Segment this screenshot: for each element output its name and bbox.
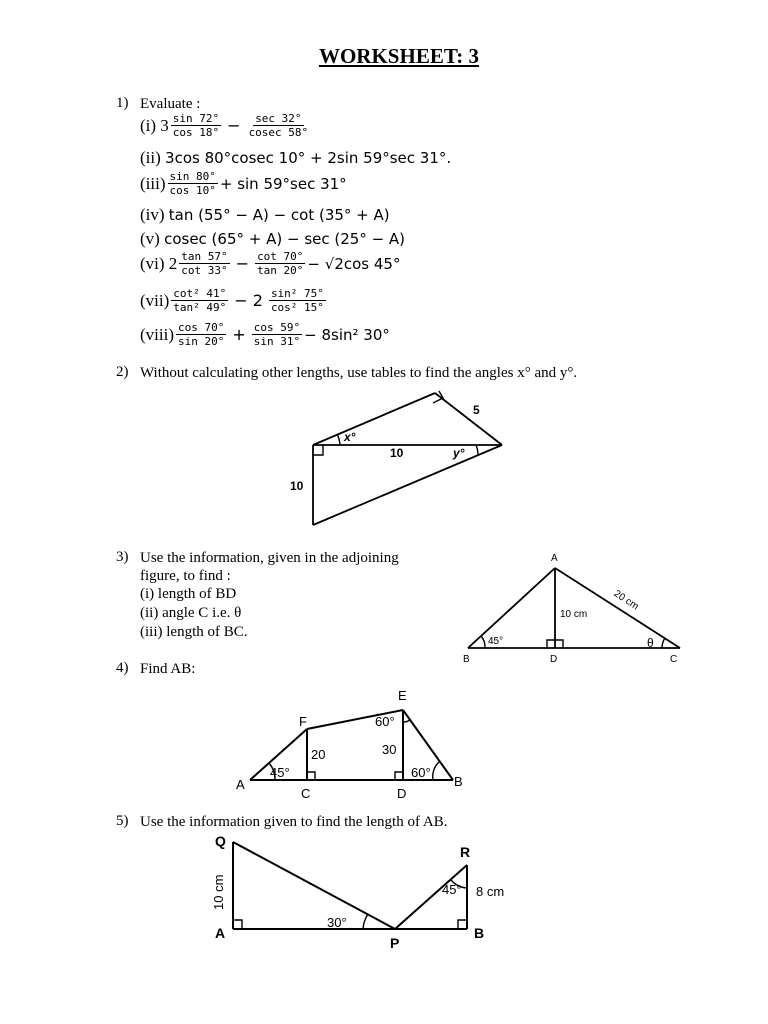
q5-figure bbox=[205, 832, 525, 957]
label-height: 10 cm bbox=[560, 609, 588, 620]
item-label: (vii) bbox=[140, 290, 170, 310]
label-C: C bbox=[670, 654, 678, 665]
label-QA: 10 cm bbox=[211, 874, 226, 910]
q1-item-iii bbox=[140, 170, 347, 197]
label-B: B bbox=[463, 654, 470, 665]
expression: − 8sin² 30° bbox=[304, 325, 390, 344]
q4-text: Find AB: bbox=[140, 661, 196, 677]
label-angle-A: 45° bbox=[270, 765, 290, 780]
label-F: F bbox=[299, 714, 307, 729]
q3-line-5: (iii) length of BC. bbox=[140, 624, 248, 640]
label-angle-B: 60° bbox=[411, 765, 431, 780]
q3-number: 3) bbox=[116, 549, 129, 565]
fraction bbox=[171, 287, 228, 314]
label-angle-B: 45° bbox=[488, 636, 504, 647]
label-ten-left: 10 bbox=[290, 479, 304, 493]
fraction bbox=[247, 112, 311, 139]
operator: + bbox=[232, 325, 246, 344]
label-P: P bbox=[390, 935, 400, 951]
label-theta: θ bbox=[647, 636, 654, 650]
numerator: cot 70° bbox=[257, 250, 304, 263]
expression: − √2cos 45° bbox=[307, 254, 401, 273]
q1-item-v bbox=[140, 229, 405, 249]
fraction bbox=[176, 321, 226, 348]
label-x: x° bbox=[344, 430, 356, 444]
numerator: tan 57° bbox=[181, 250, 228, 263]
q2-figure bbox=[280, 385, 520, 530]
fraction bbox=[269, 287, 326, 314]
numerator: cos 59° bbox=[253, 321, 301, 334]
label-y: y° bbox=[453, 446, 465, 460]
numerator: cot² 41° bbox=[173, 287, 227, 300]
q1-item-iv bbox=[140, 205, 390, 225]
numerator: sin² 75° bbox=[270, 287, 324, 300]
item-label: (iii) bbox=[140, 173, 166, 193]
q3-line-4: (ii) angle C i.e. θ bbox=[140, 605, 242, 621]
label-h1: 20 bbox=[311, 747, 326, 762]
item-label: (vi) 2 bbox=[140, 253, 178, 273]
fraction bbox=[252, 321, 302, 348]
denominator: cosec 58° bbox=[248, 126, 309, 139]
denominator: sin 20° bbox=[178, 335, 225, 348]
operator: − bbox=[227, 116, 241, 135]
label-B: B bbox=[474, 925, 485, 941]
fraction bbox=[255, 250, 305, 277]
expression: 3cos 80°cosec 10° + 2sin 59°sec 31°. bbox=[165, 149, 452, 167]
label-A: A bbox=[215, 925, 226, 941]
item-label: (ii) bbox=[140, 148, 161, 167]
q1-text: Evaluate : bbox=[140, 96, 201, 112]
q1-item-vii bbox=[140, 287, 328, 314]
label-five: 5 bbox=[473, 403, 480, 417]
page-title: WORKSHEET: 3 bbox=[318, 44, 480, 68]
denominator: tan 20° bbox=[257, 264, 304, 277]
fraction bbox=[179, 250, 229, 277]
q5-text: Use the information given to find the length of AB. bbox=[140, 814, 448, 830]
label-A: A bbox=[551, 553, 558, 564]
expression: cosec (65° + A) − sec (25° − A) bbox=[164, 230, 406, 248]
q4-figure bbox=[225, 682, 485, 802]
label-D: D bbox=[550, 654, 558, 665]
label-hypotenuse: 20 cm bbox=[611, 588, 641, 613]
q2-text: Without calculating other lengths, use tables to find the angles x° and y°. bbox=[140, 365, 578, 381]
label-angle-E: 60° bbox=[375, 714, 395, 729]
label-ten-mid: 10 bbox=[390, 446, 404, 460]
denominator: tan² 49° bbox=[173, 301, 227, 314]
label-C: C bbox=[301, 786, 311, 801]
label-R: R bbox=[460, 844, 471, 860]
item-label: (v) bbox=[140, 229, 160, 248]
q3-line-2: figure, to find : bbox=[140, 568, 231, 584]
label-E: E bbox=[398, 688, 407, 703]
label-D: D bbox=[397, 786, 407, 801]
q1-item-i bbox=[140, 112, 312, 139]
q3-line-3: (i) length of BD bbox=[140, 586, 237, 602]
item-label: (iv) bbox=[140, 205, 165, 224]
q3-figure bbox=[455, 548, 695, 673]
fraction bbox=[168, 170, 218, 197]
label-B: B bbox=[454, 774, 463, 789]
label-angle-P: 30° bbox=[327, 915, 347, 930]
denominator: cos² 15° bbox=[270, 301, 324, 314]
q1-item-vi bbox=[140, 250, 400, 277]
numerator: sin 72° bbox=[172, 112, 220, 125]
label-RB: 8 cm bbox=[476, 884, 505, 899]
numerator: sec 32° bbox=[255, 112, 302, 125]
label-Q: Q bbox=[215, 833, 226, 849]
denominator: cot 33° bbox=[181, 264, 228, 277]
q1-number: 1) bbox=[116, 95, 129, 111]
label-angle-R: 45° bbox=[442, 882, 462, 897]
item-label: (i) 3 bbox=[140, 115, 169, 135]
expression: + sin 59°sec 31° bbox=[219, 174, 347, 193]
operator: − 2 bbox=[234, 291, 263, 310]
q1-item-viii bbox=[140, 321, 390, 348]
q2-number: 2) bbox=[116, 364, 129, 380]
denominator: cos 10° bbox=[169, 184, 216, 197]
q3-line-1: Use the information, given in the adjoining bbox=[140, 550, 399, 566]
item-label: (viii) bbox=[140, 324, 174, 344]
expression: tan (55° − A) − cot (35° + A) bbox=[168, 206, 390, 224]
denominator: cos 18° bbox=[172, 126, 220, 139]
label-A: A bbox=[236, 777, 245, 792]
label-h2: 30 bbox=[382, 742, 397, 757]
q4-number: 4) bbox=[116, 660, 129, 676]
fraction bbox=[171, 112, 221, 139]
numerator: cos 70° bbox=[178, 321, 225, 334]
operator: − bbox=[235, 254, 250, 273]
q5-number: 5) bbox=[116, 813, 129, 829]
q1-item-ii bbox=[140, 148, 451, 168]
denominator: sin 31° bbox=[253, 335, 301, 348]
numerator: sin 80° bbox=[169, 170, 216, 183]
